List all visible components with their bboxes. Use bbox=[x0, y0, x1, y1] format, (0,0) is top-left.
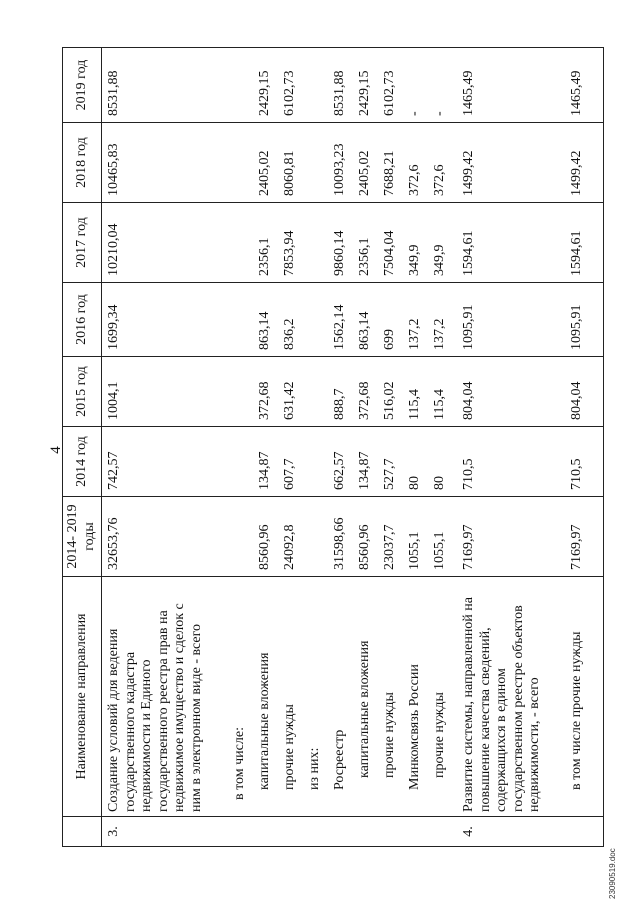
cell-2017: 7853,94 bbox=[282, 203, 307, 283]
header-cell-total: 2014- 2019 годы bbox=[63, 497, 102, 577]
table-header-row bbox=[63, 48, 102, 847]
cell-direction: в том числе прочие нужды bbox=[559, 577, 604, 817]
cell-2015: 804,04 bbox=[559, 357, 604, 427]
table-row-section-4-other-needs bbox=[559, 48, 604, 847]
cell-number bbox=[382, 817, 407, 847]
cell-direction: прочие нужды bbox=[282, 577, 307, 817]
cell-2015: 115,4 bbox=[432, 357, 457, 427]
cell-direction: капитальные вложения bbox=[257, 577, 282, 817]
cell-2014: 662,57 bbox=[332, 427, 357, 497]
cell-2016 bbox=[232, 283, 257, 357]
cell-total bbox=[307, 497, 332, 577]
cell-2016: 699 bbox=[382, 283, 407, 357]
cell-2018: 1499,42 bbox=[457, 123, 559, 203]
cell-total: 8560,96 bbox=[357, 497, 382, 577]
cell-2014: 134,87 bbox=[357, 427, 382, 497]
table-row-other-needs bbox=[282, 48, 307, 847]
cell-2017: 2356,1 bbox=[257, 203, 282, 283]
cell-total: 1055,1 bbox=[432, 497, 457, 577]
cell-2018: 8060,81 bbox=[282, 123, 307, 203]
cell-number bbox=[357, 817, 382, 847]
cell-total bbox=[232, 497, 257, 577]
cell-2016: 137,2 bbox=[407, 283, 432, 357]
cell-2019: 2429,15 bbox=[257, 48, 282, 123]
cell-2015: 804,04 bbox=[457, 357, 559, 427]
cell-2018: 7688,21 bbox=[382, 123, 407, 203]
cell-2019: 6102,73 bbox=[382, 48, 407, 123]
cell-direction: в том числе: bbox=[232, 577, 257, 817]
cell-2017: 349,9 bbox=[407, 203, 432, 283]
cell-2018: 2405,02 bbox=[357, 123, 382, 203]
cell-2015 bbox=[232, 357, 257, 427]
cell-2018: 372,6 bbox=[432, 123, 457, 203]
cell-2017 bbox=[307, 203, 332, 283]
cell-direction: прочие нужды bbox=[382, 577, 407, 817]
cell-total: 7169,97 bbox=[457, 497, 559, 577]
budget-table bbox=[62, 47, 604, 847]
cell-2019 bbox=[232, 48, 257, 123]
cell-number bbox=[257, 817, 282, 847]
cell-2016: 137,2 bbox=[432, 283, 457, 357]
cell-2019: 6102,73 bbox=[282, 48, 307, 123]
cell-number bbox=[407, 817, 432, 847]
cell-2019: - bbox=[432, 48, 457, 123]
table-row-section-3 bbox=[102, 48, 233, 847]
cell-2015: 888,7 bbox=[332, 357, 357, 427]
header-cell-2018: 2018 год bbox=[63, 123, 102, 203]
cell-2014: 80 bbox=[432, 427, 457, 497]
cell-2018: 372,6 bbox=[407, 123, 432, 203]
cell-2015: 631,42 bbox=[282, 357, 307, 427]
cell-number bbox=[282, 817, 307, 847]
table-row-rosreestr bbox=[332, 48, 357, 847]
cell-2016: 1699,34 bbox=[102, 283, 233, 357]
header-cell-direction: Наименование направления bbox=[63, 577, 102, 817]
cell-direction: Создание условий для ведения государственного кадастра недвижимости и Единого государственного реестра прав на недвижимое имущество и сделок с ним в электронном виде - всего bbox=[102, 577, 233, 817]
header-cell-number bbox=[63, 817, 102, 847]
cell-2017 bbox=[232, 203, 257, 283]
cell-2016 bbox=[307, 283, 332, 357]
cell-2018: 10093,23 bbox=[332, 123, 357, 203]
footer-document-code: 23090519.doc bbox=[608, 848, 617, 899]
header-cell-2015: 2015 год bbox=[63, 357, 102, 427]
table-row-rosreestr-other bbox=[382, 48, 407, 847]
cell-2017: 1594,61 bbox=[457, 203, 559, 283]
cell-number: 3. bbox=[102, 817, 233, 847]
cell-direction: Минкомсвязь России bbox=[407, 577, 432, 817]
table-row-rosreestr-capital bbox=[357, 48, 382, 847]
cell-direction: Росреестр bbox=[332, 577, 357, 817]
cell-number: 4. bbox=[457, 817, 559, 847]
cell-direction: из них: bbox=[307, 577, 332, 817]
header-cell-2016: 2016 год bbox=[63, 283, 102, 357]
cell-2019: 8531,88 bbox=[102, 48, 233, 123]
cell-2019: 1465,49 bbox=[559, 48, 604, 123]
table-row-of-which bbox=[307, 48, 332, 847]
cell-2019 bbox=[307, 48, 332, 123]
cell-2014: 710,5 bbox=[457, 427, 559, 497]
cell-2019: 1465,49 bbox=[457, 48, 559, 123]
cell-total: 7169,97 bbox=[559, 497, 604, 577]
cell-total: 31598,66 bbox=[332, 497, 357, 577]
cell-2014: 710,5 bbox=[559, 427, 604, 497]
cell-2015: 1004,1 bbox=[102, 357, 233, 427]
cell-2019: 8531,88 bbox=[332, 48, 357, 123]
table-row-minkomsvyaz bbox=[407, 48, 432, 847]
table-row-capital-investments bbox=[257, 48, 282, 847]
cell-2019: 2429,15 bbox=[357, 48, 382, 123]
cell-total: 23037,7 bbox=[382, 497, 407, 577]
cell-2016: 863,14 bbox=[357, 283, 382, 357]
cell-total: 32653,76 bbox=[102, 497, 233, 577]
cell-2016: 1095,91 bbox=[559, 283, 604, 357]
cell-2018 bbox=[232, 123, 257, 203]
table-body bbox=[102, 48, 604, 847]
cell-number bbox=[232, 817, 257, 847]
page-number: 4 bbox=[48, 446, 64, 454]
cell-2015 bbox=[307, 357, 332, 427]
cell-2014: 607,7 bbox=[282, 427, 307, 497]
cell-2018: 1499,42 bbox=[559, 123, 604, 203]
cell-2015: 516,02 bbox=[382, 357, 407, 427]
cell-2017: 7504,04 bbox=[382, 203, 407, 283]
cell-2014: 80 bbox=[407, 427, 432, 497]
table-row-minkomsvyaz-other bbox=[432, 48, 457, 847]
cell-2017: 9860,14 bbox=[332, 203, 357, 283]
cell-2016: 1562,14 bbox=[332, 283, 357, 357]
header-cell-2019: 2019 год bbox=[63, 48, 102, 123]
cell-2016: 863,14 bbox=[257, 283, 282, 357]
cell-number bbox=[559, 817, 604, 847]
cell-2015: 115,4 bbox=[407, 357, 432, 427]
cell-2016: 836,2 bbox=[282, 283, 307, 357]
cell-2017: 349,9 bbox=[432, 203, 457, 283]
cell-direction: прочие нужды bbox=[432, 577, 457, 817]
cell-2018: 2405,02 bbox=[257, 123, 282, 203]
cell-number bbox=[432, 817, 457, 847]
cell-number bbox=[307, 817, 332, 847]
cell-2017: 1594,61 bbox=[559, 203, 604, 283]
cell-total: 24092,8 bbox=[282, 497, 307, 577]
cell-2017: 10210,04 bbox=[102, 203, 233, 283]
cell-2014: 134,87 bbox=[257, 427, 282, 497]
cell-2014 bbox=[232, 427, 257, 497]
cell-2014 bbox=[307, 427, 332, 497]
cell-total: 8560,96 bbox=[257, 497, 282, 577]
cell-2018 bbox=[307, 123, 332, 203]
header-cell-2014: 2014 год bbox=[63, 427, 102, 497]
cell-2018: 10465,83 bbox=[102, 123, 233, 203]
table-row-section-4 bbox=[457, 48, 559, 847]
cell-total: 1055,1 bbox=[407, 497, 432, 577]
cell-2014: 742,57 bbox=[102, 427, 233, 497]
cell-2015: 372,68 bbox=[257, 357, 282, 427]
cell-2016: 1095,91 bbox=[457, 283, 559, 357]
cell-2017: 2356,1 bbox=[357, 203, 382, 283]
cell-2014: 527,7 bbox=[382, 427, 407, 497]
table-row-including bbox=[232, 48, 257, 847]
cell-2015: 372,68 bbox=[357, 357, 382, 427]
cell-direction: капитальные вложения bbox=[357, 577, 382, 817]
header-cell-2017: 2017 год bbox=[63, 203, 102, 283]
cell-2019: - bbox=[407, 48, 432, 123]
cell-number bbox=[332, 817, 357, 847]
cell-direction: Развитие системы, направленной на повышение качества сведений, содержащихся в едином государственном реестре объектов недвижимости, - всего bbox=[457, 577, 559, 817]
